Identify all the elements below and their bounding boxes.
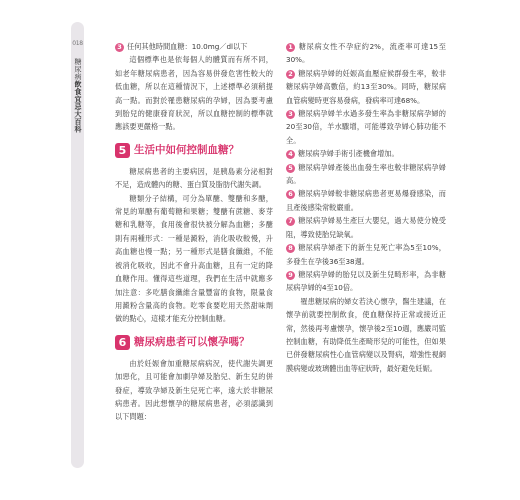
- item-number-badge: 5: [286, 164, 295, 173]
- paragraph: 由於妊娠會加重糖尿病病況，使代謝失調更加惡化，且可能會加劇孕婦及胎兒、新生兒的併發症，導致孕婦及新生兒死亡率，遠大於非糖尿病患者。因此想懷孕的糖尿病患者，必須認識到以下問題：: [115, 358, 273, 422]
- section-title: 生活中如何控制血糖？: [134, 144, 239, 157]
- paragraph: 這個標準也是依每個人的體質而有所不同，如老年糖尿病患者，因為容易併發危害性較大的低血糖，所以在這種情況下，上述標準必須稍提高一點。而對於罹患糖尿病的孕婦，因為要考慮到胎兒的健康發育狀況，所以血糖控制的標準就應該要更嚴格一點。: [115, 55, 273, 132]
- item-text: 糖尿病女性不孕症約2%，流產率可達15至30%。: [286, 42, 446, 65]
- item-number-badge: 4: [286, 150, 295, 159]
- section-heading-5: [115, 143, 273, 159]
- item-text: 糖尿病孕婦產後出血發生率也較非糖尿病孕婦高。: [286, 162, 446, 186]
- book-title-line2: 飲食宜忌大百科: [74, 80, 82, 133]
- item-text: 糖尿病孕婦的胎兒以及新生兒畸形率，為非糖尿病孕婦的4至10倍。: [286, 269, 446, 293]
- item-number-badge: 3: [286, 110, 295, 119]
- page-number: 018: [72, 40, 83, 47]
- list-item: [115, 40, 273, 53]
- item-number-badge: 1: [286, 43, 295, 52]
- list-item: [286, 161, 446, 188]
- left-column: [115, 40, 273, 424]
- section-title: 糖尿病患者可以懷孕嗎？: [134, 336, 250, 349]
- list-item: [286, 40, 446, 67]
- list-item: [286, 107, 446, 147]
- item-number-badge: 9: [286, 271, 295, 280]
- item-number-badge: 6: [286, 190, 295, 199]
- list-item: [286, 147, 446, 160]
- paragraph: 罹患糖尿病的婦女若決心懷孕，醫生建議，在懷孕前就要控制飲食，使血糖保持正常或接近正常，然後再考慮懷孕，懷孕後2至10週，應嚴司監控制血糖，有助降低生產畸形兒的可能性，但如果已併發糖尿病性心血管病變以及腎病，增強性視網膜病變或玻璃體出血等症狀時，最好避免妊娠。: [286, 296, 446, 373]
- right-column: [286, 40, 446, 375]
- list-item: [286, 241, 446, 268]
- item-number-badge: 2: [286, 70, 295, 79]
- item-text: 糖尿病孕婦手術引產機會增加。: [298, 149, 399, 159]
- section-number-badge: 5: [115, 143, 130, 158]
- list-item: [286, 214, 446, 241]
- item-text: 糖尿病孕婦羊水過多發生率為非糖尿病孕婦的20至30倍，羊水驟增，可能導致孕婦心肺功能不全。: [286, 109, 446, 145]
- item-text: 任何其他時間血糖：10.0mg／dl以下: [127, 42, 248, 51]
- section-number-badge: 6: [115, 335, 130, 350]
- list-item: [286, 67, 446, 107]
- paragraph: 糖尿病患者的主要病因，是胰島素分泌相對不足，造成體內的糖、蛋白質及脂肪代謝失調。: [115, 166, 273, 190]
- paragraph: 糖類分子結構，可分為單醣、雙醣和多醣，常見的單醣有葡萄糖和果糖；雙醣有蔗糖、麥芽糖和乳糖等，食用後會很快被分解為血糖；多醣則有兩種形式：一種是澱粉，消化吸收較慢，升高血糖也慢一點；另一種形式是膳食纖維，不能被消化吸收，因此不會升高血糖，且有一定的降血糖作用。懂得這些道理，我們在生活中就應多加注意：多吃膳食纖維含量豐富的食物，限量食用澱粉含量高的食物。吃零食要吃用天然甜味劑做的點心，這樣才能充分控制血糖。: [115, 193, 273, 324]
- book-title-vertical: [71, 58, 84, 133]
- item-text: 糖尿病孕婦產下的新生兒死亡率為5至10%，多發生在孕後36至38週。: [286, 243, 446, 266]
- list-item: [286, 187, 446, 214]
- item-text: 糖尿病孕婦的妊娠高血壓症候群發生率，較非糖尿病孕婦高數倍，約13至30%。同時，糖尿病血管病變時更容易發病，發病率可達68%。: [286, 68, 446, 105]
- item-text: 糖尿病孕婦易生產巨大嬰兒，過大易使分娩受阻，導致使胎兒缺氧。: [286, 216, 446, 239]
- item-number-badge: 3: [115, 43, 124, 52]
- item-number-badge: 7: [286, 217, 295, 226]
- book-title-line1: 糖尿病: [74, 58, 82, 81]
- item-number-badge: 8: [286, 244, 295, 253]
- section-heading-6: [115, 335, 273, 351]
- list-item: [286, 268, 446, 295]
- item-text: 糖尿病孕婦較非糖尿病患者更易爆發感染，而且產後感染常較嚴重。: [286, 189, 446, 212]
